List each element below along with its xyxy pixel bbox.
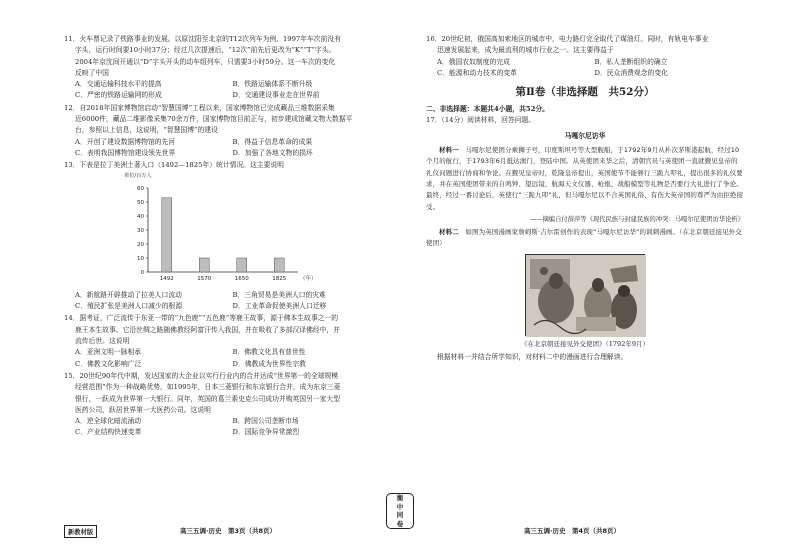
question-16-options (426, 57, 744, 80)
right-column (426, 34, 744, 363)
section-note: 二、非选择题：本题共4小题，共52分。 (426, 105, 549, 114)
question-14-stem-2: 鹿王本生故事。它沿丝绸之路随佛教经阿富汗传入我国，并在吸收了多部汉译佛经中，并 (75, 325, 341, 334)
option-d: D．佛教成为世界性宗教 (232, 359, 306, 368)
question-15-stem-1: 15．20世纪90年代中期，发达国家的大企业以实行行业内的合并达成“世界第一的全球规模 (64, 371, 339, 380)
option-c: C．产业结构快速变革 (75, 428, 142, 437)
y-tick-label: 50 (137, 199, 144, 206)
question-11-stem-2: 字头，运行时间要10小时37分；经过几次提速后，“12次”前先后更改为“K”“T”字头。 (75, 46, 336, 55)
option-c: C．能源和动力技术的变革 (437, 68, 517, 77)
publisher-seal-stamp (386, 493, 414, 529)
footer-right-page-number: 高三五调·历史 第4页（共8页） (524, 527, 621, 535)
bar-1825 (274, 258, 284, 272)
question-12-stem-1: 12．自2018年国家博物馆启动“智慧国博”工程以来，国家博物馆已完成藏品三维数据采集 (64, 103, 335, 112)
footer-left-page-number: 高三五调·历史 第3页（共8页） (180, 527, 277, 535)
option-b: B．铁路运输体系不断升级 (232, 80, 313, 89)
material-1-source: ——摘编自付薛萍等《现代民族与封建民族的冲突：马嘎尔尼使团访华论析》 (529, 215, 744, 223)
question-11-stem-4: 反映了中国 (75, 68, 109, 77)
y-tick-label: 60 (137, 185, 144, 192)
question-13 (64, 160, 382, 312)
option-a: A．亚洲文明一脉相承 (75, 348, 142, 357)
y-tick-label: 40 (137, 213, 144, 220)
population-chart-wrap (64, 173, 382, 288)
option-b: B．得益于信息革命的成果 (232, 137, 313, 146)
question-12-options (64, 137, 382, 160)
question-14-stem-1: 14．据考证，广泛流传于东亚一带的“九色鹿”“五色鹿”等鹿王故事，源于佛本生故事之一的 (64, 314, 339, 323)
material-1-text: 马嘎尔尼使团分乘狮子号，印度斯坦号等大型舰船，于1792年9月从朴次茅斯港起航，经过10个月的航行，于1793年6月抵达澳门，登陆中国。从英使团来华之后，清朝官员与英使团一直就觐见皇帝的礼仪问题进行协商和争论。在觐见皇帝时，乾隆皇帝提出，英国使节不能够行三跪九叩礼，提出很多的礼仪要求，并在英国使团带来的自鸣钟、望远镜、航海天文仪器、枪炮、战船模型等礼物是否要行大礼进行了争论。最终，经过一番讨论后，英使行“三跪九叩”礼，但马嘎尔尼以不合英国礼俗、有伤大英帝国的尊严为由拒绝接受。 (426, 146, 744, 211)
material-1-label: 材料一 (439, 146, 459, 155)
material-2-label: 材料二 (439, 228, 459, 237)
seal-char-1: 衡 (396, 494, 404, 502)
question-17-intro: 17．（14分）阅读材料，回答问题。 (426, 116, 536, 125)
bar-1650 (237, 258, 247, 272)
y-tick-label: 10 (137, 255, 144, 262)
x-tick-label: 1570 (197, 275, 212, 282)
x-axis-label: （年） (300, 275, 317, 282)
material-2-text: 如图为英国漫画家詹姆斯·吉尔雷创作的表现“马嘎尔尼访华”的讽刺漫画。（在北京朝廷接见外交使团） (426, 228, 742, 248)
cartoon-drawing (526, 255, 646, 337)
question-12-stem-3: 台，参照以上信息，这说明，“智慧国博”的建设 (75, 126, 218, 135)
section-title: 第Ⅱ卷（非选择题 共52分） (515, 86, 655, 99)
question-15-options (64, 416, 382, 439)
y-tick-label: 20 (137, 241, 144, 248)
x-tick-label: 1492 (159, 275, 174, 282)
question-15-stem-3: 银行，一跃成为世界第一大银行。同年，英国的葛兰素史克公司成功并购英国另一家大型 (75, 394, 341, 403)
x-tick-label: 1650 (234, 275, 249, 282)
question-13-stem: 13．下表是拉丁美洲土著人口（1492—1825年）统计情况。这主要说明 (64, 161, 284, 170)
question-17-question: 根据材料一并结合所学知识，对材料二中的漫画进行合理解读。 (437, 353, 628, 362)
question-11-options (64, 79, 382, 102)
question-16 (426, 34, 744, 79)
question-17-title: 马嘎尔尼访华 (564, 131, 606, 140)
question-15-stem-4: 医药公司，跃居世界第一大医药公司。这说明 (75, 405, 211, 414)
option-d: D．国际竞争异常激烈 (232, 428, 300, 437)
edition-badge: 新教材版 (64, 525, 97, 538)
option-d: D．民众消费观念的变化 (594, 68, 668, 77)
option-c: C．殖民扩张是美洲人口减少的根源 (75, 302, 183, 311)
option-a: A．新航路开辟推动了拉美人口流动 (75, 290, 182, 299)
option-d: D．交通建设事业走在世界前 (232, 91, 320, 100)
question-14-options (64, 347, 382, 370)
question-15 (64, 371, 382, 439)
option-b: B．佛教文化具有普世性 (232, 348, 306, 357)
x-tick-label: 1825 (272, 275, 287, 282)
material-1 (426, 145, 744, 213)
population-bar-chart (124, 180, 317, 284)
question-12 (64, 103, 382, 159)
illustration-caption: 《在北京朝廷接见外交使团》（1792年9月） (521, 339, 649, 348)
question-11 (64, 34, 382, 102)
question-14-stem-3: 流传后世。这说明 (75, 337, 130, 346)
option-a: A．交通运输科技水平的提高 (75, 80, 162, 89)
option-a: A．逆全球化暗流涌动 (75, 417, 142, 426)
y-tick-label: 30 (137, 227, 144, 234)
option-d: D．工业革命促使美洲人口迁移 (232, 302, 327, 311)
question-14 (64, 313, 382, 369)
option-a: A．开创了建设数据博物馆的先河 (75, 137, 176, 146)
question-16-stem-1: 16．20世纪初，俄国高加索地区的城市中，电力路灯完全取代了煤油灯。同时，有轨电车事业 (426, 35, 709, 43)
question-16-stem-2: 迅速发展起来，成为最流利的城市行业之一。这主要得益于 (437, 46, 614, 55)
option-c: C．严密的铁路运输网的形成 (75, 91, 162, 100)
seal-char-3: 同 (396, 511, 404, 519)
satirical-cartoon-illustration (525, 254, 645, 336)
chart-ylabel: 单位/百万人 (124, 172, 152, 179)
option-c: C．佛教文化影响广泛 (75, 359, 142, 368)
option-b: B．三角贸易是美洲人口的灾难 (232, 290, 326, 299)
option-c: C．表明我国博物馆建设领先世界 (75, 148, 176, 157)
seal-char-2: 中 (396, 502, 404, 511)
seal-char-4: 卷 (396, 519, 404, 528)
question-12-stem-2: 近6000件，藏品二维影像采集70余万件，国家博物馆目前正与，初步建成馆藏文物大数据平 (75, 115, 353, 124)
bar-1492 (162, 197, 172, 271)
question-11-stem-1: 11．火车票记录了铁路事业的发展。以原沈阳至北京的T12次列车为例，1997年车次前没有 (64, 35, 342, 43)
left-column (64, 34, 382, 440)
question-15-stem-2: 经营范围”作为一种战略优势，如1995年，日本三菱银行和东京银行合并，成为东京三菱 (75, 383, 341, 392)
option-a: A．俄国农奴制度的完成 (437, 57, 510, 66)
bar-1570 (199, 258, 209, 272)
material-2 (426, 227, 744, 250)
option-b: B．私人垄断组织的确立 (594, 57, 668, 66)
option-b: B．跨国公司垄断市场 (232, 417, 299, 426)
question-11-stem-3: 2004年京沈间开通以“D”字头开头的动车组列车，只需要3小时59分。这一车次的变化 (75, 57, 336, 66)
question-13-options (64, 290, 382, 313)
y-tick-label: 0 (140, 269, 144, 276)
option-d: D．加强了各地文物的损坏 (232, 148, 313, 157)
